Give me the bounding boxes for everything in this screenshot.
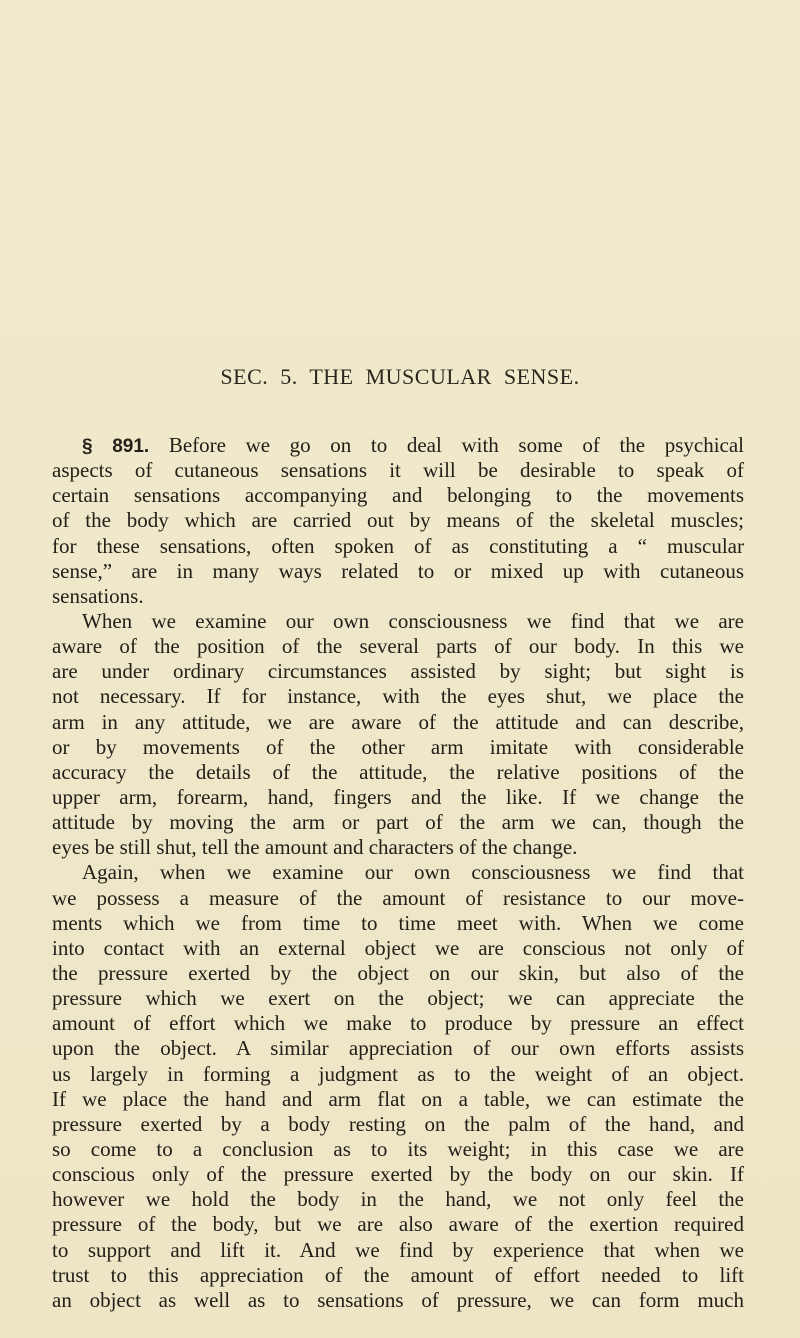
text-line: however we hold the body in the hand, we not only feel the [52,1187,744,1212]
text-line: sensations. [52,583,144,608]
text-line: an object as well as to sensations of pressure, we can form much [52,1287,744,1312]
text-line: conscious only of the pressure exerted by the body on our skin. If [52,1162,744,1187]
body-text [52,433,744,1313]
text-line: upon the object. A similar appreciation of our own efforts assists [52,1036,744,1061]
text-line: the pressure exerted by the object on our skin, but also of the [52,960,744,985]
text-line: to support and lift it. And we find by experience that when we [52,1237,744,1262]
text-line: pressure which we exert on the object; we can appreciate the [52,986,744,1011]
text-line: aspects of cutaneous sensations it will be desirable to speak of [52,458,744,483]
text-line: not necessary. If for instance, with the eyes shut, we place the [52,684,744,709]
text-line: § 891. Before we go on to deal with some of the psychical [82,433,745,457]
paragraph-number: § 891. [82,436,150,457]
section-heading: SEC. 5. THE MUSCULAR SENSE. [220,364,580,389]
text-line: If we place the hand and arm flat on a table, we can estimate the [52,1086,744,1111]
text-line: eyes be still shut, tell the amount and characters of the change. [52,835,578,860]
text-line: attitude by moving the arm or part of the arm we can, though the [52,810,744,835]
text-line: certain sensations accompanying and belonging to the movements [52,483,744,508]
text-line: pressure exerted by a body resting on the palm of the hand, and [52,1111,744,1136]
text-line: amount of effort which we make to produce by pressure an effect [52,1011,744,1036]
text-line: trust to this appreciation of the amount of effort needed to lift [52,1262,744,1287]
text-line: into contact with an external object we are conscious not only of [52,935,744,960]
text-line: aware of the position of the several parts of our body. In this we [52,634,744,659]
text-line: accuracy the details of the attitude, the relative positions of the [52,759,744,784]
text-line: for these sensations, often spoken of as constituting a “ muscular [52,533,744,558]
text-line: so come to a conclusion as to its weight; in this case we are [52,1136,744,1161]
text-line: pressure of the body, but we are also aware of the exertion required [52,1212,744,1237]
text-line: When we examine our own consciousness we find that we are [82,608,744,633]
text-line: are under ordinary circumstances assisted by sight; but sight is [52,659,744,684]
text-line: Again, when we examine our own consciousness we find that [82,860,744,885]
text-line: upper arm, forearm, hand, fingers and the like. If we change the [52,784,744,809]
text-line: ments which we from time to time meet with. When we come [52,910,744,935]
text-line: arm in any attitude, we are aware of the attitude and can describe, [52,709,744,734]
text-line: sense,” are in many ways related to or mixed up with cutaneous [52,558,744,583]
text-line: of the body which are carried out by means of the skeletal muscles; [52,508,744,533]
text-line: we possess a measure of the amount of resistance to our move- [52,885,744,910]
text-line: us largely in forming a judgment as to the weight of an object. [52,1061,744,1086]
text-line: or by movements of the other arm imitate with considerable [52,734,744,759]
